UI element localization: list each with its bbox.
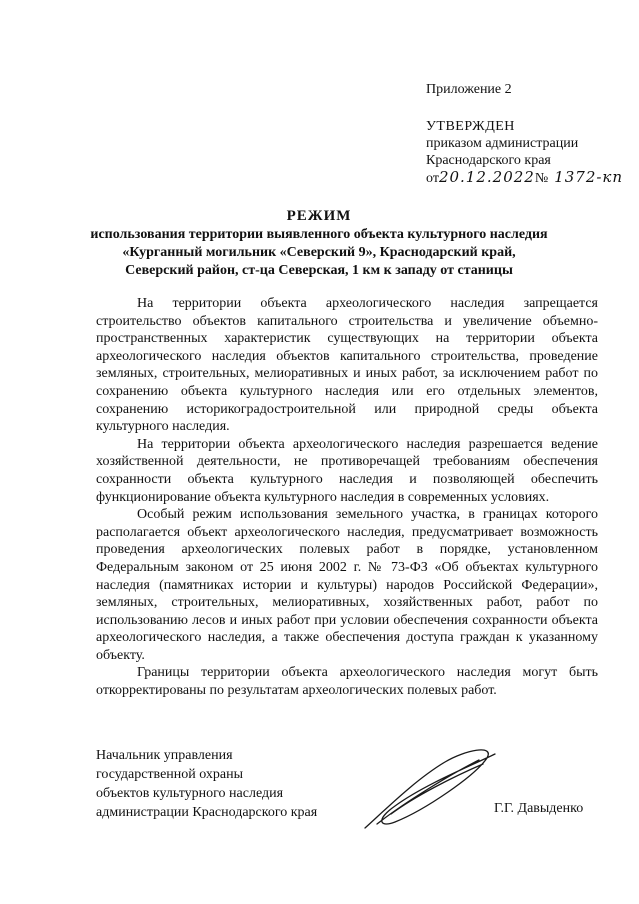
signer-name: Г.Г. Давыденко bbox=[494, 801, 584, 816]
appendix-label: Приложение 2 bbox=[426, 82, 512, 97]
handwritten-date: 20.12.2022 bbox=[438, 168, 535, 186]
approval-title: УТВЕРЖДЕН bbox=[426, 119, 515, 134]
paragraph-permissions: На территории объекта археологического наследия разрешается ведение хозяйственной деятельности, не противоречащей требованиям обеспечения сохранности объекта культурного наследия и позволяющей обеспечить функционирование объекта культурного наследия в современных условиях. bbox=[96, 436, 598, 505]
handwritten-signature bbox=[355, 740, 505, 836]
heading-line-1: использования территории выявленного объекта культурного наследия bbox=[90, 227, 548, 242]
signer-line-1: Начальник управления bbox=[96, 748, 233, 763]
paragraph-boundaries: Границы территории объекта археологического наследия могут быть откорректированы по результатам археологических полевых работ. bbox=[96, 665, 598, 699]
approval-line-1: приказом администрации bbox=[426, 136, 579, 151]
approval-date-line bbox=[426, 169, 623, 187]
approval-line-2: Краснодарского края bbox=[426, 153, 551, 168]
heading-line-2: «Курганный могильник «Северский 9», Краснодарский край, bbox=[122, 245, 516, 260]
heading-title: РЕЖИМ bbox=[286, 208, 352, 224]
paragraph-prohibitions: На территории объекта археологического наследия запрещается строительство объектов капитального строительства и увеличение объемно-пространственных характеристик существующих на территории объекта археологического наследия объектов капитального строительства, проведение земляных, строительных, мелиоративных и иных работ, за исключением работ по сохранению объекта культурного наследия или его отдельных элементов, сохранению историкоградостроительной или природной среды объекта культурного наследия. bbox=[96, 296, 598, 435]
document-body bbox=[96, 295, 598, 700]
signer-line-3: объектов культурного наследия bbox=[96, 786, 284, 801]
document-heading bbox=[90, 207, 548, 280]
heading-line-3: Северский район, ст-ца Северская, 1 км к западу от станицы bbox=[125, 263, 513, 278]
paragraph-special-regime: Особый режим использования земельного участка, в границах которого располагается объект археологического наследия, предусматривает возможность проведения археологических полевых работ в порядке, установленном Федеральным законом от 25 июня 2002 г. № 73-ФЗ «Об объектах культурного наследия (памятниках истории и культуры) народов Российской Федерации», земляных, строительных, мелиоративных, хозяйственных работ, работ по использованию лесов и иных работ при условии обеспечения сохранности объекта археологического наследия, а также обеспечения доступа граждан к указанному объекту. bbox=[96, 507, 598, 663]
date-prefix: от bbox=[426, 171, 439, 186]
number-label: № bbox=[534, 171, 549, 186]
approval-block bbox=[426, 118, 623, 187]
signer-line-2: государственной охраны bbox=[96, 767, 244, 782]
signer-line-4: администрации Краснодарского края bbox=[96, 805, 318, 820]
handwritten-number: 1372-кп bbox=[554, 168, 624, 186]
signer-block bbox=[96, 746, 317, 822]
